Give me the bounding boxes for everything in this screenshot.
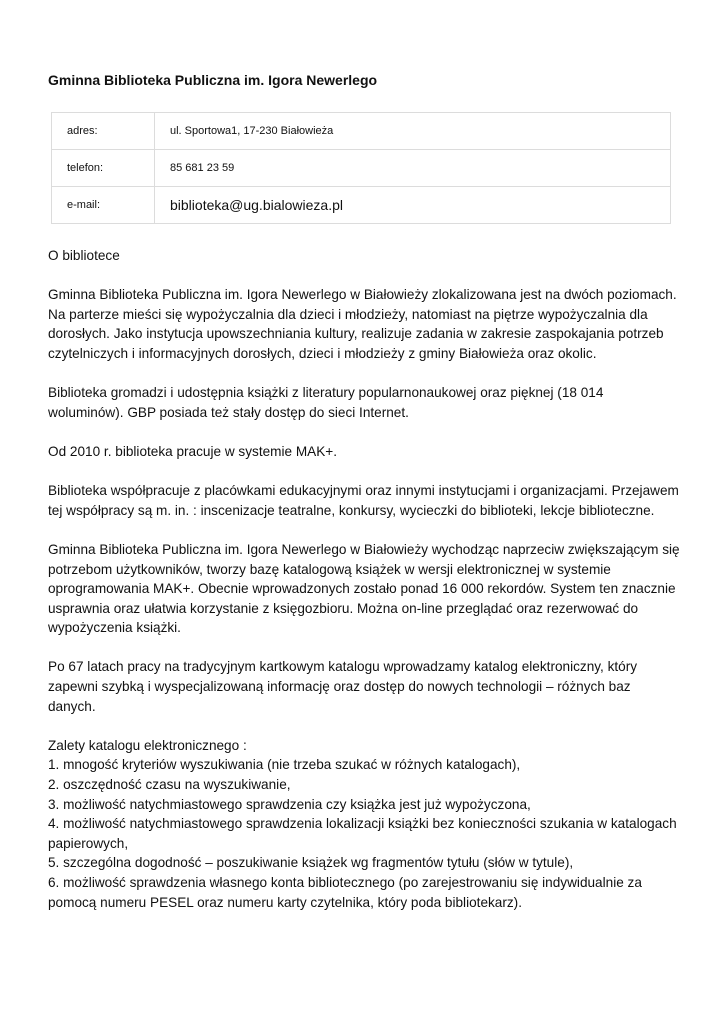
paragraph-cooperation: Biblioteka współpracuje z placówkami edukacyjnymi oraz innymi instytucjami i organizacjami. Przejawem tej współpracy są m. in. : inscenizacje teatralne, konkursy, wycieczki do biblioteki, lekcje biblioteczne. [48,483,679,518]
paragraph-catalog-database: Gminna Biblioteka Publiczna im. Igora Newerlego w Białowieży wychodząc naprzeciw zwiększającym się potrzebom użytkowników, tworzy bazę katalogową książek w wersji elektronicznej w systemie oprogramowania MAK+. Obecnie wprowadzonych zostało ponad 16 000 rekordów. System ten znacznie usprawnia oraz ułatwia korzystanie z księgozbioru. Można on-line przeglądać oraz rezerwować do wypożyczenia książki. [48,541,680,636]
section-heading: O bibliotece [48,248,120,263]
list-item: 2. oszczędność czasu na wyszukiwanie, [48,777,291,793]
address-value: ul. Sportowa1, 17-230 Białowieża [155,113,671,150]
advantages-heading: Zalety katalogu elektronicznego : [48,737,247,753]
contact-table [51,112,671,224]
paragraph-system: Od 2010 r. biblioteka pracuje w systemie MAK+. [48,443,338,459]
page-title: Gminna Biblioteka Publiczna im. Igora Newerlego [48,72,378,88]
email-value[interactable]: biblioteka@ug.bialowieza.pl [155,187,671,224]
address-label: adres: [52,113,155,150]
paragraph-collection: Biblioteka gromadzi i udostępnia książki z literatury popularnonaukowej oraz pięknej (18 014 woluminów). GBP posiada też stały dostęp do sieci Internet. [48,385,604,420]
list-item: 5. szczególna dogodność – poszukiwanie książek wg fragmentów tytułu (słów w tytule), [48,855,574,871]
paragraph-electronic-catalog: Po 67 latach pracy na tradycyjnym kartkowym katalogu wprowadzamy katalog elektroniczny, który zapewni szybką i wyspecjalizowaną informację oraz dostęp do nowych technologii – różnych baz danych. [48,659,638,714]
phone-label: telefon: [52,150,155,187]
paragraph-location: Gminna Biblioteka Publiczna im. Igora Newerlego w Białowieży zlokalizowana jest na dwóch poziomach. Na parterze mieści się wypożyczalnia dla dzieci i młodzieży, natomiast na piętrze wypożyczalnia dla dorosłych. Jako instytucja upowszechniania kultury, realizuje zadania w zakresie zaspokajania potrzeb czytelniczych i informacyjnych dorosłych, dzieci i młodzieży z gminy Białowieża oraz okolic. [48,287,677,361]
list-item: 4. możliwość natychmiastowego sprawdzenia lokalizacji książki bez konieczności szukania w katalogach papierowych, [48,816,677,851]
contact-row-email [52,187,671,224]
contact-row-phone [52,150,671,187]
content-body [48,246,680,912]
advantages-list [48,736,680,912]
email-label: e-mail: [52,187,155,224]
phone-value: 85 681 23 59 [155,150,671,187]
list-item: 1. mnogość kryteriów wyszukiwania (nie trzeba szukać w różnych katalogach), [48,757,521,773]
contact-row-address [52,113,671,150]
list-item: 6. możliwość sprawdzenia własnego konta bibliotecznego (po zarejestrowaniu się indywidualnie za pomocą numeru PESEL oraz numeru karty czytelnika, który poda bibliotekarz). [48,875,642,910]
list-item: 3. możliwość natychmiastowego sprawdzenia czy książka jest już wypożyczona, [48,796,531,812]
